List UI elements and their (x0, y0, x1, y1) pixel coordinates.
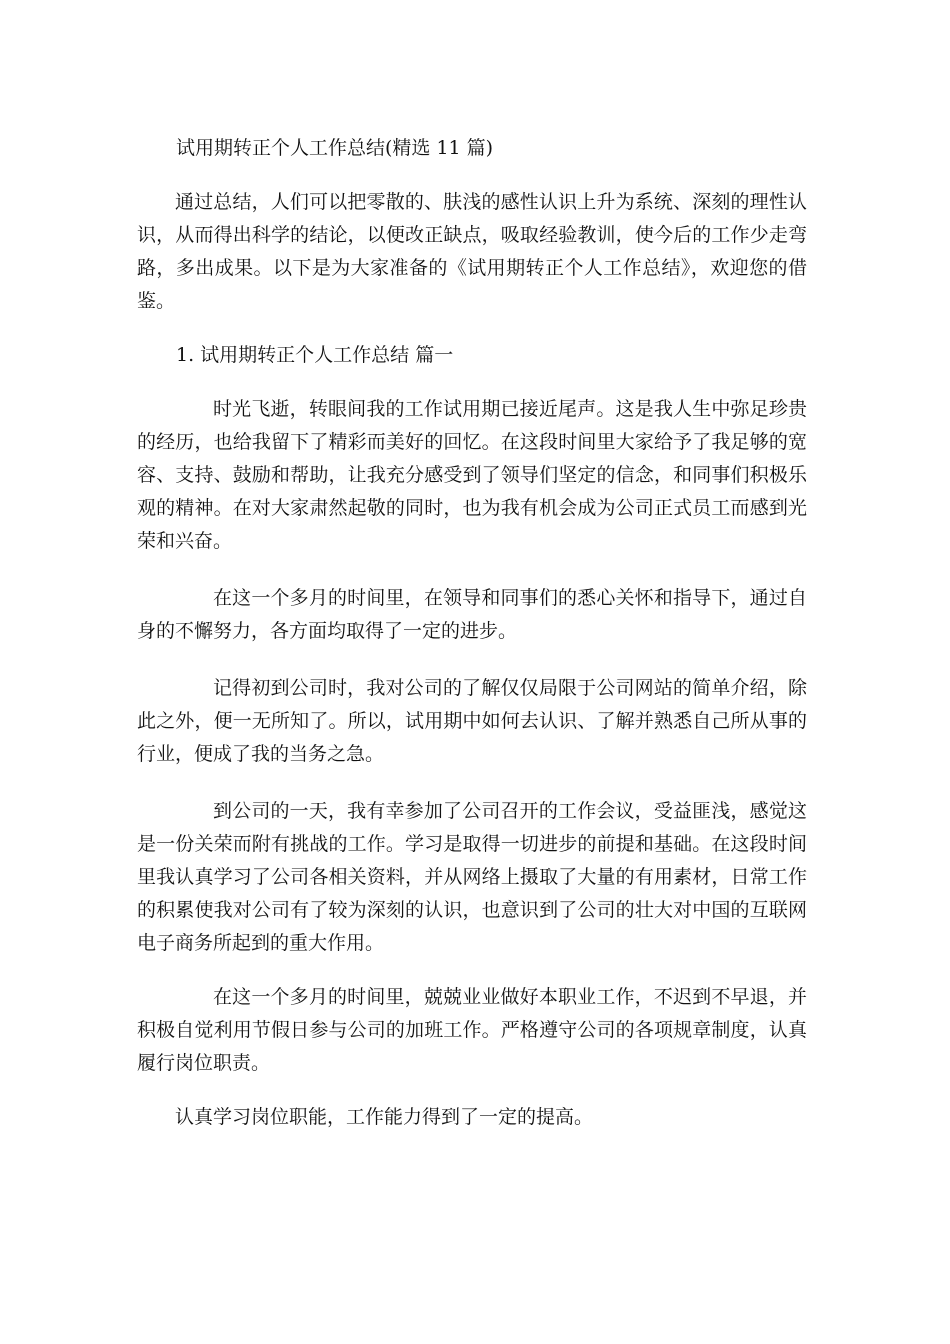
body-paragraph: 认真学习岗位职能，工作能力得到了一定的提高。 (175, 1106, 594, 1128)
body-paragraph: 记得初到公司时，我对公司的了解仅仅局限于公司网站的简单介绍，除此之外，便一无所知了。所以，试用期中如何去认识、了解并熟悉自己所从事的行业，便成了我的当务之急。 (137, 677, 807, 765)
document-title: 试用期转正个人工作总结(精选 11 篇) (176, 137, 494, 159)
body-paragraph: 时光飞逝，转眼间我的工作试用期已接近尾声。这是我人生中弥足珍贵的经历，也给我留下了精彩而美好的回忆。在这段时间里大家给予了我足够的宽容、支持、鼓励和帮助，让我充分感受到了领导们坚定的信念，和同事们积极乐观的精神。在对大家肃然起敬的同时，也为我有机会成为公司正式员工而感到光荣和兴奋。 (137, 398, 807, 552)
body-paragraph: 在这一个多月的时间里，在领导和同事们的悉心关怀和指导下，通过自身的不懈努力，各方面均取得了一定的进步。 (137, 587, 807, 642)
section-heading: 1. 试用期转正个人工作总结 篇一 (176, 344, 454, 366)
body-paragraph: 在这一个多月的时间里，兢兢业业做好本职业工作，不迟到不早退，并积极自觉利用节假日参与公司的加班工作。严格遵守公司的各项规章制度，认真履行岗位职责。 (137, 986, 807, 1074)
intro-paragraph: 通过总结，人们可以把零散的、肤浅的感性认识上升为系统、深刻的理性认识，从而得出科学的结论，以便改正缺点，吸取经验教训，使今后的工作少走弯路，多出成果。以下是为大家准备的《试用期转正个人工作总结》，欢迎您的借鉴。 (137, 191, 807, 312)
body-paragraph: 到公司的一天，我有幸参加了公司召开的工作会议，受益匪浅，感觉这是一份关荣而附有挑战的工作。学习是取得一切进步的前提和基础。在这段时间里我认真学习了公司各相关资料，并从网络上摄取了大量的有用素材，日常工作的积累使我对公司有了较为深刻的认识，也意识到了公司的壮大对中国的互联网电子商务所起到的重大作用。 (137, 800, 807, 954)
